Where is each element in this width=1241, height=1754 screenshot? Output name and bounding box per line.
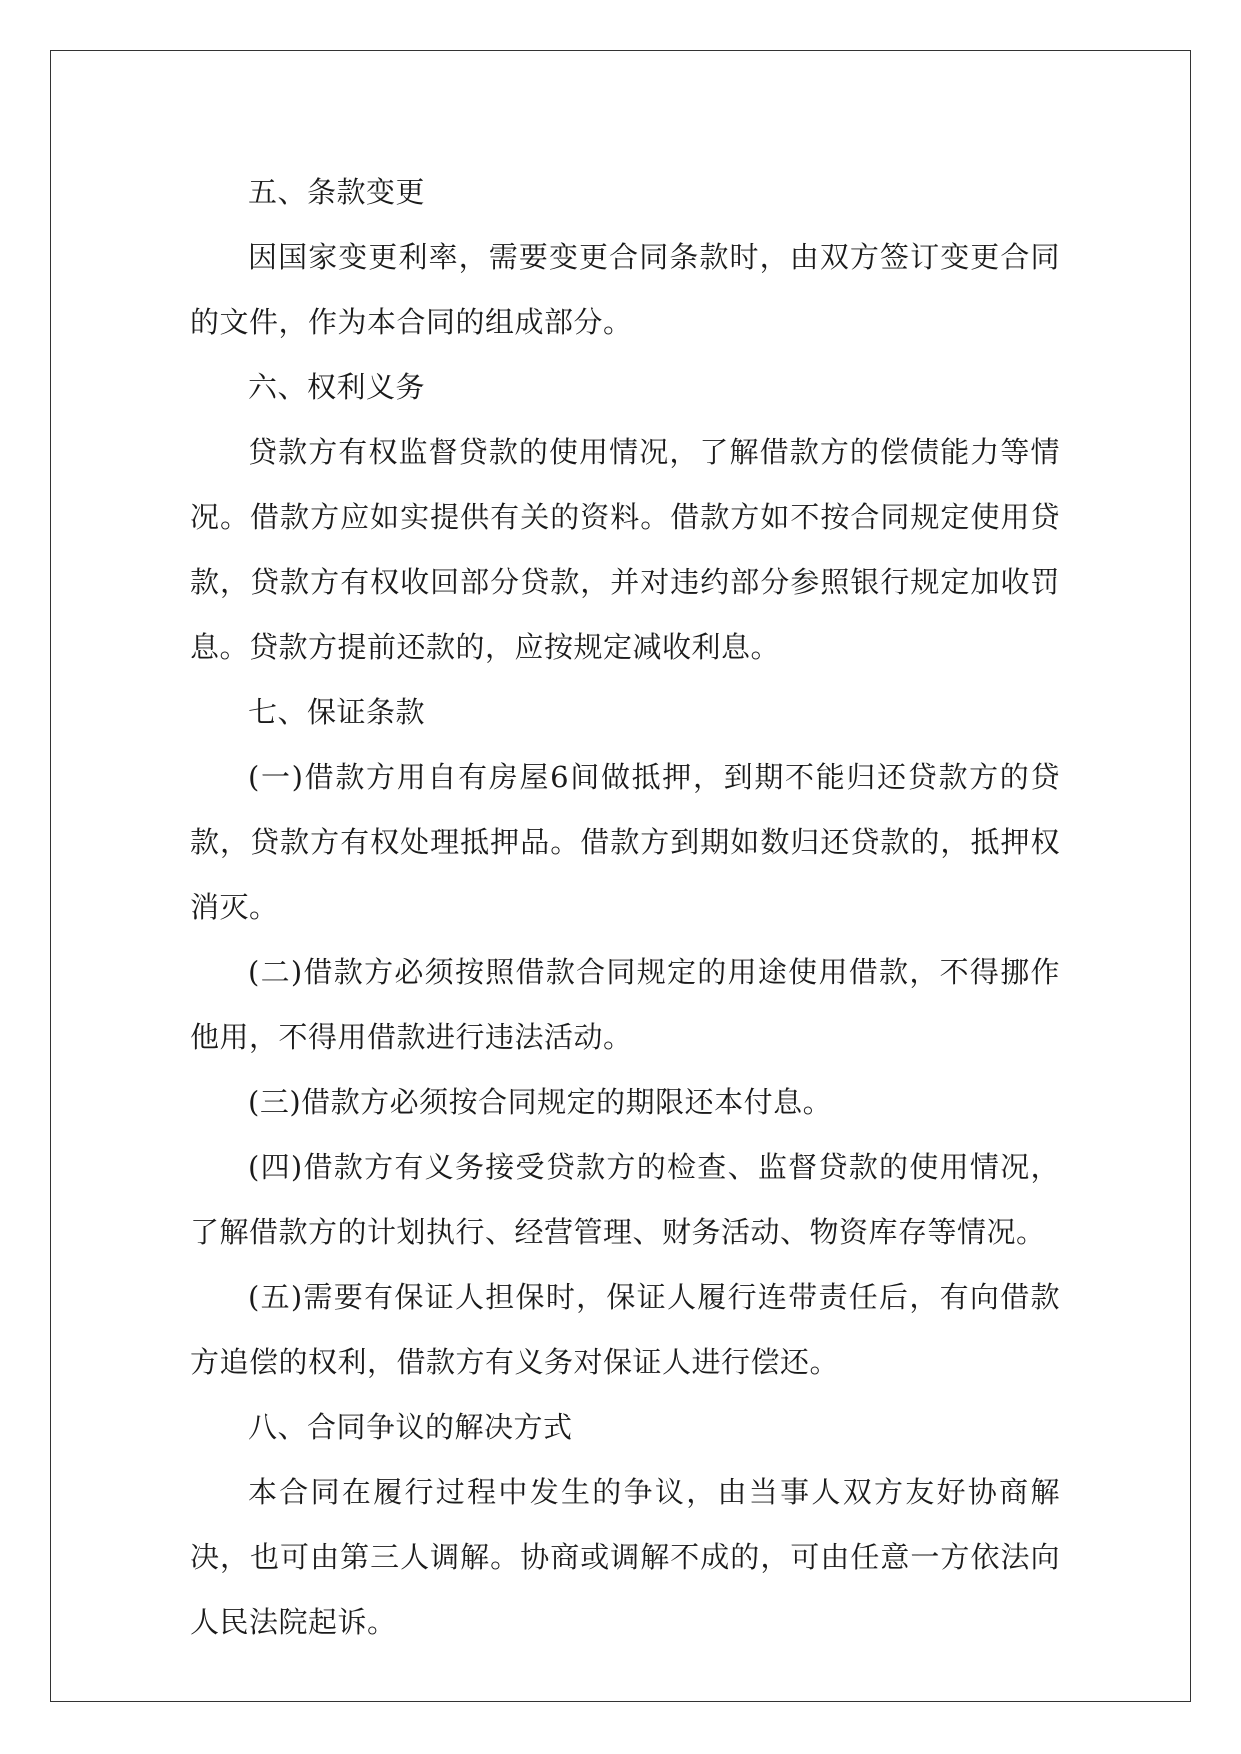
section-heading-7: 七、保证条款 <box>248 695 426 729</box>
paragraph-guarantee-1: (一)借款方用自有房屋6间做抵押，到期不能归还贷款方的贷款，贷款方有权处理抵押品。借款方到期如数归还贷款的，抵押权消灭。 <box>190 760 1060 924</box>
paragraph-guarantee-3: (三)借款方必须按合同规定的期限还本付息。 <box>248 1085 833 1119</box>
paragraph-guarantee-2: (二)借款方必须按照借款合同规定的用途使用借款，不得挪作他用，不得用借款进行违法活动。 <box>190 955 1060 1054</box>
section-heading-5: 五、条款变更 <box>248 175 426 209</box>
paragraph-guarantee-4: (四)借款方有义务接受贷款方的检查、监督贷款的使用情况，了解借款方的计划执行、经营管理、财务活动、物资库存等情况。 <box>190 1150 1060 1249</box>
document-body <box>190 160 1060 1655</box>
section-heading-8: 八、合同争议的解决方式 <box>248 1410 573 1444</box>
paragraph-dispute-resolution: 本合同在履行过程中发生的争议，由当事人双方友好协商解决，也可由第三人调解。协商或调解不成的，可由任意一方依法向人民法院起诉。 <box>190 1475 1060 1639</box>
paragraph-clause-change: 因国家变更利率，需要变更合同条款时，由双方签订变更合同的文件，作为本合同的组成部分。 <box>190 240 1060 339</box>
paragraph-guarantee-5: (五)需要有保证人担保时，保证人履行连带责任后，有向借款方追偿的权利，借款方有义务对保证人进行偿还。 <box>190 1280 1060 1379</box>
section-heading-6: 六、权利义务 <box>248 370 426 404</box>
paragraph-rights-obligations: 贷款方有权监督贷款的使用情况，了解借款方的偿债能力等情况。借款方应如实提供有关的资料。借款方如不按合同规定使用贷款，贷款方有权收回部分贷款，并对违约部分参照银行规定加收罚息。贷款方提前还款的，应按规定减收利息。 <box>190 435 1060 664</box>
